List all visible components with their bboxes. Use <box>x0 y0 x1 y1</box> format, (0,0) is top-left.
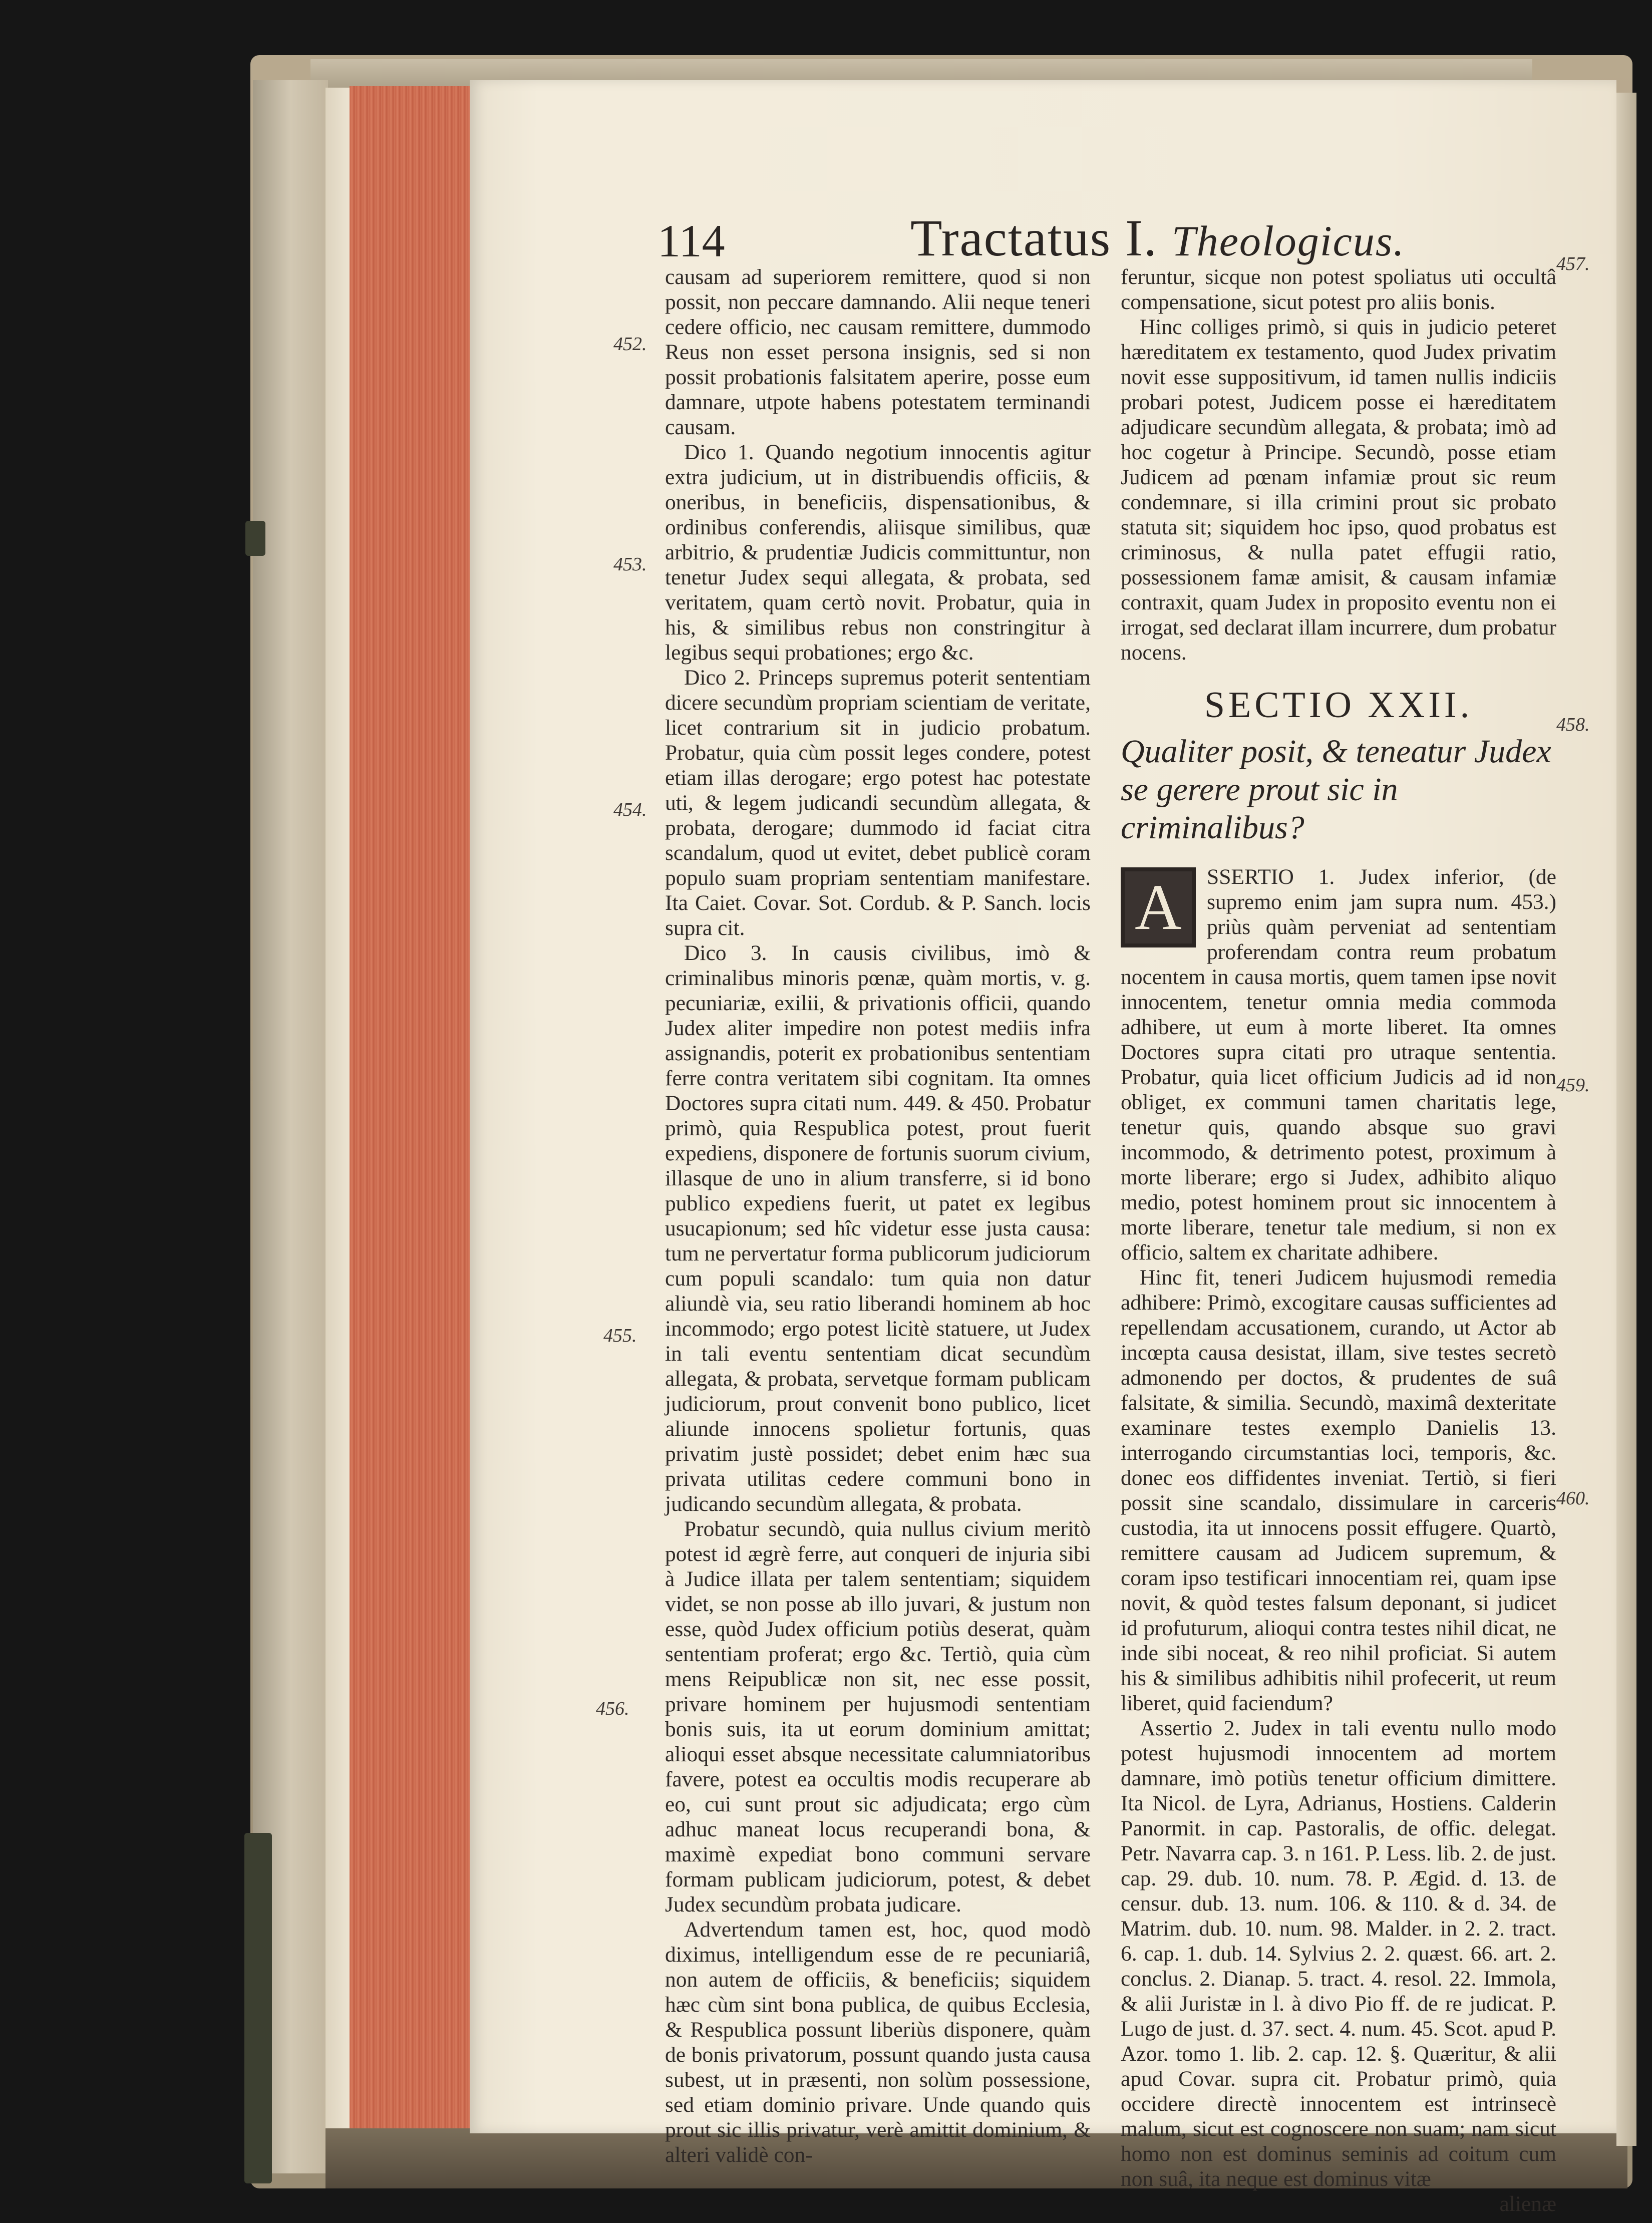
left-column <box>665 264 1091 2167</box>
drop-cap-letter: A <box>1121 867 1196 947</box>
right-paragraph-2: Hinc colliges primò, si quis in judicio peteret hæreditatem ex testamento, quod Judex privatim novit esse suppositivum, id tamen nullis indiciis probari potest, Judicem posse ei hæreditatem adjudicare secundùm allegata, & probata; imò ad hoc cogetur à Principe. Secundò, posse etiam Judicem ad pœnam infamiæ prout sic reum condemnare, si illa crimini prout sic probato statuta sit; siquidem hoc ipso, quod probatus est criminosus, & nulla patet effugii ratio, possessionem famæ amisit, & causam infamiæ contraxit, quam Judex in proposito eventu non ei irrogat, sed declarat illam incurrere, dum probatur nocens. <box>1121 315 1556 665</box>
blank-leaf <box>325 88 350 2131</box>
margin-number-458: 458. <box>1556 714 1590 735</box>
left-paragraph-4: Dico 3. In causis civilibus, imò & criminalibus minoris pœnæ, quàm mortis, v. g. pecuniariæ, exilii, & privationis officii, quando Judex aliter impedire non potest mediis infra assignandis, poterit ex probationibus sententiam ferre contra veritatem sibi cognitam. Ita omnes Doctores supra citati num. 449. & 450. Probatur primò, quia Respublica potest, prout fuerit expediens, disponere de fortunis suorum civium, illasque de uno in alium transferre, si id bono publico expediens fuerit, ut patet ex legibus usucapionum; sed hîc videtur esse justa causa: tum ne pervertatur forma publicorum judiciorum cum populi scandalo: tum quia non datur aliundè via, seu ratio liberandi hominem ab hoc incommodo; ergo potest licitè statuere, ut Judex in tali eventu sententiam dicat secundùm allegata, & probata, servetque formam publicam judiciorum, prout convenit bono publico, licet aliunde innocens spolietur fortunis, quas privatim justè possidet; debet enim hæc sua privata utilitas cedere communi bono in judicando secundùm allegata, & probata. <box>665 941 1091 1516</box>
section-heading: SECTIO XXII. <box>1204 685 1473 726</box>
right-paragraph-5: Assertio 2. Judex in tali eventu nullo modo potest hujusmodi innocentem ad mortem damnare, imò potiùs tenetur officium dimittere. Ita Nicol. de Lyra, Adrianus, Hostiens. Calderin Panormit. in cap. Pastoralis, de offic. delegat. Petr. Navarra cap. 3. n 161. P. Less. lib. 2. de just. cap. 29. dub. 10. num. 78. P. Ægid. d. 13. de censur. dub. 13. num. 106. & 110. & d. 34. de Matrim. dub. 10. num. 98. Malder. in 2. 2. tract. 6. cap. 1. dub. 14. Sylvius 2. 2. quæst. 66. art. 2. conclus. 2. Dianap. 5. tract. 4. resol. 22. Immola, & alii Juristæ in l. à divo Pio ff. de re judicat. P. Lugo de just. d. 37. sect. 4. num. 45. Scot. apud P. Azor. tomo 1. lib. 2. cap. 12. §. Quæritur, & alii apud Covar. supra cit. Probatur primò, quia occidere directè innocentem est intrinsecè malum, sicut est cognoscere non suam; nam sicut homo non est dominus seminis ad coitum cum non suâ, ita neque est dominus vitæ <box>1121 1716 1556 2191</box>
right-paragraph-4: Hinc fit, teneri Judicem hujusmodi remedia adhibere: Primò, excogitare causas sufficientes ad repellendam accusationem, curando, ut Actor ab incœpta causa desistat, illam, sive testes secretò admonendo per doctos, & prudentes de suâ falsitate, & similia. Secundò, maximâ dexteritate examinare testes exemplo Danielis 13. interrogando circumstantias loci, temporis, &c. donec eos diffidentes inveniat. Tertiò, si fieri possit sine scandalo, dissimulare in carceris custodia, ita ut innocens possit effugere. Quartò, remittere causam ad Judicem supremum, & coram ipso testificari innocentiam rei, quam ipse novit, & quòd testes falsum deponant, si judicet id profuturum, alioqui contra testes nihil dicat, ne inde sibi noceat, & reo nihil proficiat. Si autem his & similibus adhibitis nihil profecerit, ut reum liberet, quid faciendum? <box>1121 1265 1556 1715</box>
book-page <box>470 80 1616 2216</box>
page-number: 114 <box>657 215 725 266</box>
margin-number-452: 452. <box>613 334 647 355</box>
margin-number-455: 455. <box>603 1325 637 1346</box>
page-header <box>470 205 1616 270</box>
margin-number-454: 454. <box>613 799 647 820</box>
right-paragraph-3 <box>1121 864 1556 1265</box>
catchword: alienæ <box>1499 2192 1556 2216</box>
clasp-lower <box>244 1833 272 2183</box>
left-paragraph-3: Dico 2. Princeps supremus poterit sententiam dicere secundùm propriam scientiam de veritate, licet contrarium sit in judicio probatum. Probatur, quia cùm possit leges condere, potest etiam illas derogare; ergo potest hac potestate uti, & legem judicandi secundùm allegata, & probata, derogare; dummodo id faciat citra scandalum, quod ut evitet, debet publicè coram populo suam propriam sententiam manifestare. Ita Caiet. Covar. Sot. Cordub. & P. Sanch. locis supra cit. <box>665 666 1091 940</box>
margin-number-459: 459. <box>1556 1075 1590 1096</box>
right-paragraph-1: feruntur, sicque non potest spoliatus uti occultâ compensatione, sicut potest pro aliis bonis. <box>1121 265 1556 314</box>
clasp-upper <box>245 521 265 556</box>
margin-number-457: 457. <box>1556 253 1590 274</box>
red-page-edges <box>350 86 470 2139</box>
section-question: Qualiter posit, & teneatur Judex se gerere prout sic in criminalibus? <box>1121 733 1551 846</box>
right-page-edge <box>1616 93 1636 2146</box>
running-title <box>910 208 1405 268</box>
running-title-main: Tractatus I. <box>910 209 1158 267</box>
margin-number-460: 460. <box>1556 1488 1590 1509</box>
left-paragraph-2: Dico 1. Quando negotium innocentis agitur extra judicium, ut in distribuendis officiis, & oneribus, in beneficiis, dispensationibus, & ordinibus conferendis, aliisque similibus, quæ arbitrio, & prudentiæ Judicis committuntur, non tenetur Judex sequi allegata, & probata, sed veritatem, quam certò novit. Probatur, quia in his, & similibus rebus non constringitur à legibus sequi probationes; ergo &c. <box>665 440 1091 665</box>
left-paragraph-6: Advertendum tamen est, hoc, quod modò diximus, intelligendum esse de re pecuniariâ, non autem de officiis, & beneficiis; siquidem hæc cùm sint bona publica, de quibus Ecclesia, & Respublica possunt liberiùs disponere, quàm de bonis privatorum, possunt quando justa causa subest, ut in præsenti, non solùm possessione, sed etiam dominio privare. Unde quando quis prout sic illis privatur, verè amittit dominium, & alteri validè con- <box>665 1918 1091 2167</box>
right-column <box>1121 264 1556 2216</box>
running-title-italic: Theologicus. <box>1171 217 1405 265</box>
left-paragraph-1: causam ad superiorem remittere, quod si non possit, non peccare damnando. Alii neque teneri cedere officio, nec causam remittere, dummodo Reus non esset persona insignis, sed si non possit probationis falsitatem aperire, posse eum damnare, utpote habens potestatem terminandi causam. <box>665 265 1091 439</box>
left-paragraph-5: Probatur secundò, quia nullus civium meritò potest id ægrè ferre, aut conqueri de injuria sibi à Judice illata per talem sententiam; siquidem videt, se non posse ab illo juvari, & justum non esse, quòd Judex officium potiùs deserat, quàm sententiam proferat; ergo &c. Tertiò, quia cùm mens Reipublicæ non sit, nec esse possit, privare hominem per hujusmodi sententiam bonis suis, ita ut eorum dominium amittat; alioqui esset absque necessitate calumniatoribus favere, potest ea occultis modis recuperare ab eo, cui sunt prout sic adjudicata; ergo cùm adhuc maneat locus recuperandi bona, & maximè expediat bono communi servare formam publicam judiciorum, potest, & debet Judex secundùm probata judicare. <box>665 1517 1091 1917</box>
right-paragraph-3-text: SSERTIO 1. Judex inferior, (de supremo enim jam supra num. 453.) priùs quàm perveniat ad sententiam proferendam contra reum probatum nocentem in causa mortis, quem tamen ipse novit innocentem, tenetur omnia media commoda adhibere, ut eum à morte liberet. Ita omnes Doctores supra citati pro utraque sententia. Probatur, quia licet officium Judicis ad id non obliget, ex communi tamen charitatis lege, tenetur quis, quando absque suo gravi incommodo, & detrimento potest, proximum à morte liberare; ergo si Judex, adhibito aliquo medio, potest hominem prout sic innocentem à morte liberare, tenetur tale medium, si non ex officio, saltem ex charitate adhibere. <box>1121 865 1556 1264</box>
margin-number-453: 453. <box>613 554 647 575</box>
margin-number-456: 456. <box>596 1698 629 1719</box>
